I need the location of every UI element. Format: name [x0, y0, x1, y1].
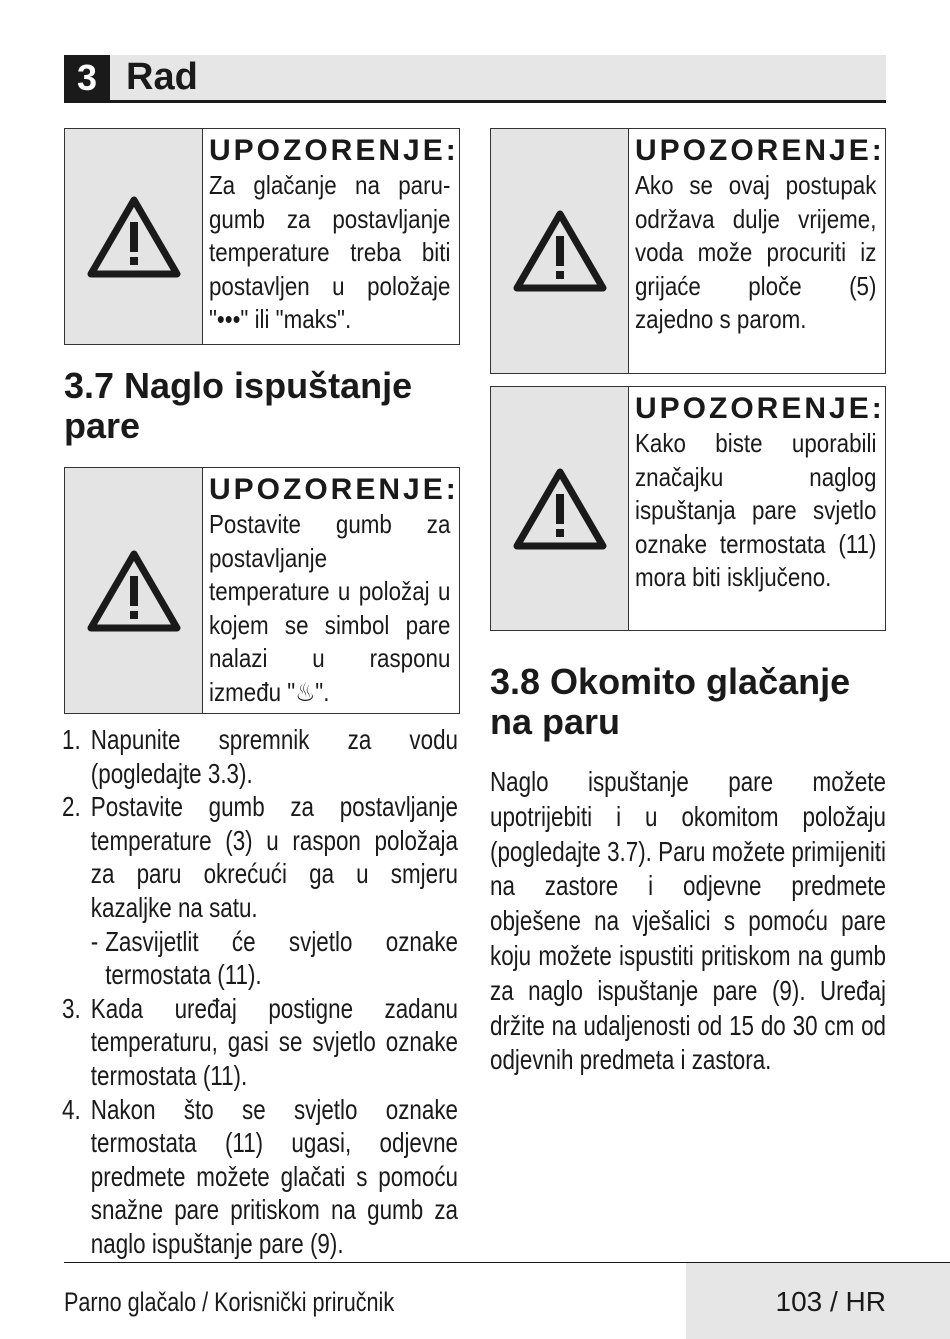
steps-list	[62, 723, 458, 1261]
warning-text: Ako se ovaj postupak održava dulje vrijeme, voda može procuriti iz grijaće ploče (5) zajedno s parom.	[635, 170, 877, 335]
warning-box-1	[64, 128, 460, 345]
warning-text: Kako biste uporabili značajku naglog ispuštanja pare svjetlo oznake termostata (11) mora biti isključeno.	[635, 428, 877, 593]
warning-box-2	[64, 467, 460, 714]
warning-triangle-icon	[512, 466, 608, 552]
warning-triangle-icon	[86, 194, 182, 280]
heading-3-8: 3.8 Okomito glačanje na paru	[490, 661, 851, 742]
warning-label: UPOZORENJE:	[209, 473, 459, 506]
warning-label: UPOZORENJE:	[635, 134, 885, 167]
list-item: 1. Napunite spremnik za vodu (pogledajte 3.3).	[62, 724, 459, 789]
section-number: 3	[64, 55, 110, 100]
footer-divider	[64, 1262, 950, 1263]
section-title: Rad	[126, 56, 198, 98]
warning-triangle-icon	[86, 548, 182, 634]
section-header	[64, 55, 886, 103]
section-3-8-text: Naglo ispuštanje pare možete upotrijebiti i u okomitom položaju (pogledajte 3.7). Paru možete primijeniti na zastore i odjevne predmete obješene na vješalici s pomoću pare koju možete ispustiti pritiskom na gumb za naglo ispuštanje pare (9). Uređaj držite na udaljenosti od 15 do 30 cm od odjevnih predmeta i zastora.	[490, 766, 886, 1076]
warning-label: UPOZORENJE:	[635, 392, 885, 425]
warning-box-3	[490, 128, 886, 374]
warning-text: Postavite gumb za postavljanje temperature u položaj u kojem se simbol pare nalazi u rasponu između "♨".	[209, 509, 451, 707]
sub-item: - Zasvijetlit će svjetlo oznake termostata (11).	[90, 925, 458, 991]
warning-text: Za glačanje na paru-gumb za postavljanje temperature treba biti postavljen u položaje "•••" ili "maks".	[209, 170, 451, 335]
list-item: 4. Nakon što se svjetlo oznake termostata (11) ugasi, odjevne predmete možete glačati s pomoću snažne pare pritiskom na gumb za naglo ispuštanje pare (9).	[62, 1093, 459, 1259]
list-item: 2. Postavite gumb za postavljanje temperature (3) u raspon položaja za paru okrećući ga u smjeru kazaljke na satu. - Zasvijetlit će svjetlo oznake termostata (11).	[62, 791, 459, 991]
warning-label: UPOZORENJE:	[209, 134, 459, 167]
heading-3-7: 3.7 Naglo ispuštanje pare	[64, 365, 413, 446]
page-number: 103 / HR	[775, 1286, 886, 1317]
warning-box-4	[490, 386, 886, 631]
warning-triangle-icon	[512, 208, 608, 294]
list-item: 3. Kada uređaj postigne zadanu temperaturu, gasi se svjetlo oznake termostata (11).	[62, 992, 459, 1091]
footer-title: Parno glačalo / Korisnički priručnik	[64, 1287, 395, 1317]
